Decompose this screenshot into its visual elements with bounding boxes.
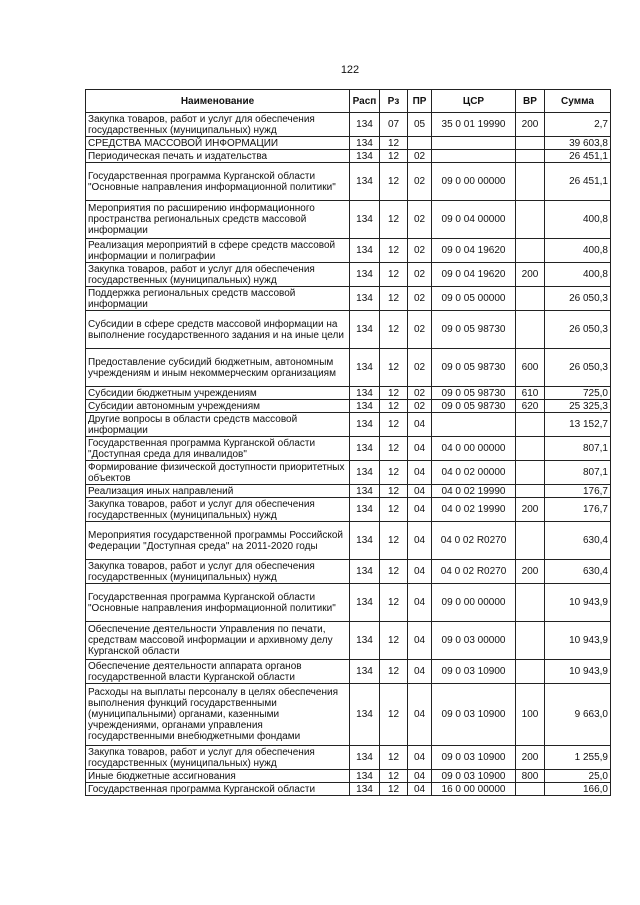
cell-sum: 630,4 xyxy=(545,522,611,560)
cell-rz: 12 xyxy=(380,263,408,287)
cell-name: Субсидии в сфере средств массовой информации на выполнение государственного задания и на иные цели xyxy=(86,311,350,349)
cell-csr: 09 0 05 98730 xyxy=(432,349,516,387)
cell-sum: 10 943,9 xyxy=(545,584,611,622)
cell-vr xyxy=(516,239,545,263)
cell-pr: 04 xyxy=(408,522,432,560)
cell-vr xyxy=(516,311,545,349)
cell-name: Субсидии бюджетным учреждениям xyxy=(86,387,350,400)
cell-sum: 9 663,0 xyxy=(545,684,611,746)
cell-pr: 02 xyxy=(408,311,432,349)
cell-name: Реализация иных направлений xyxy=(86,485,350,498)
cell-csr: 09 0 05 98730 xyxy=(432,311,516,349)
table-row xyxy=(86,684,611,746)
cell-rasp: 134 xyxy=(350,746,380,770)
cell-rz: 07 xyxy=(380,113,408,137)
cell-sum: 2,7 xyxy=(545,113,611,137)
cell-pr: 04 xyxy=(408,770,432,783)
cell-vr: 800 xyxy=(516,770,545,783)
table-row xyxy=(86,461,611,485)
cell-name: Иные бюджетные ассигнования xyxy=(86,770,350,783)
cell-rz: 12 xyxy=(380,485,408,498)
cell-pr: 04 xyxy=(408,560,432,584)
cell-name: Периодическая печать и издательства xyxy=(86,150,350,163)
header-sum: Сумма xyxy=(545,90,611,113)
cell-rasp: 134 xyxy=(350,522,380,560)
cell-name: Расходы на выплаты персоналу в целях обеспечения выполнения функций государственными (муниципальными) органами, казенными учреждениями, органами управления государственными внебюджетными фондами xyxy=(86,684,350,746)
cell-rz: 12 xyxy=(380,437,408,461)
cell-csr: 04 0 00 00000 xyxy=(432,437,516,461)
cell-vr xyxy=(516,584,545,622)
cell-name: Мероприятия государственной программы Российской Федерации "Доступная среда" на 2011-2020 годы xyxy=(86,522,350,560)
table-row xyxy=(86,113,611,137)
cell-rasp: 134 xyxy=(350,660,380,684)
table-row xyxy=(86,660,611,684)
table-row xyxy=(86,498,611,522)
cell-name: Мероприятия по расширению информационного пространства региональных средств массовой информации xyxy=(86,201,350,239)
cell-csr: 09 0 03 10900 xyxy=(432,770,516,783)
cell-rz: 12 xyxy=(380,239,408,263)
cell-vr: 100 xyxy=(516,684,545,746)
cell-vr xyxy=(516,137,545,150)
cell-name: СРЕДСТВА МАССОВОЙ ИНФОРМАЦИИ xyxy=(86,137,350,150)
cell-pr: 02 xyxy=(408,400,432,413)
cell-pr: 02 xyxy=(408,163,432,201)
cell-csr: 09 0 03 10900 xyxy=(432,660,516,684)
cell-rasp: 134 xyxy=(350,684,380,746)
cell-pr: 04 xyxy=(408,622,432,660)
cell-name: Государственная программа Курганской области "Основные направления информационной политики" xyxy=(86,163,350,201)
table-row xyxy=(86,770,611,783)
cell-rasp: 134 xyxy=(350,150,380,163)
cell-name: Государственная программа Курганской области "Доступная среда для инвалидов" xyxy=(86,437,350,461)
cell-rz: 12 xyxy=(380,584,408,622)
cell-pr: 04 xyxy=(408,461,432,485)
cell-csr: 09 0 04 00000 xyxy=(432,201,516,239)
cell-rasp: 134 xyxy=(350,413,380,437)
table-row xyxy=(86,584,611,622)
cell-pr: 04 xyxy=(408,498,432,522)
cell-pr: 02 xyxy=(408,150,432,163)
cell-csr: 16 0 00 00000 xyxy=(432,783,516,796)
table-row xyxy=(86,400,611,413)
table-row xyxy=(86,783,611,796)
cell-csr: 09 0 05 00000 xyxy=(432,287,516,311)
cell-sum: 26 050,3 xyxy=(545,287,611,311)
cell-rz: 12 xyxy=(380,660,408,684)
cell-rz: 12 xyxy=(380,622,408,660)
table-row xyxy=(86,287,611,311)
table-row xyxy=(86,163,611,201)
cell-rz: 12 xyxy=(380,400,408,413)
cell-pr: 04 xyxy=(408,437,432,461)
table-row xyxy=(86,413,611,437)
cell-csr: 09 0 04 19620 xyxy=(432,263,516,287)
cell-rz: 12 xyxy=(380,560,408,584)
cell-rz: 12 xyxy=(380,522,408,560)
cell-rz: 12 xyxy=(380,387,408,400)
cell-sum: 39 603,8 xyxy=(545,137,611,150)
cell-rasp: 134 xyxy=(350,498,380,522)
cell-vr: 620 xyxy=(516,400,545,413)
cell-rasp: 134 xyxy=(350,201,380,239)
cell-rz: 12 xyxy=(380,311,408,349)
table-body xyxy=(86,113,611,796)
cell-csr: 04 0 02 19990 xyxy=(432,485,516,498)
cell-name: Закупка товаров, работ и услуг для обеспечения государственных (муниципальных) нужд xyxy=(86,113,350,137)
cell-rz: 12 xyxy=(380,413,408,437)
cell-name: Поддержка региональных средств массовой информации xyxy=(86,287,350,311)
cell-sum: 26 451,1 xyxy=(545,163,611,201)
cell-name: Предоставление субсидий бюджетным, автономным учреждениям и иным некоммерческим организациям xyxy=(86,349,350,387)
cell-vr xyxy=(516,660,545,684)
cell-rz: 12 xyxy=(380,150,408,163)
header-csr: ЦСР xyxy=(432,90,516,113)
cell-pr: 04 xyxy=(408,485,432,498)
cell-csr: 09 0 00 00000 xyxy=(432,163,516,201)
cell-rz: 12 xyxy=(380,201,408,239)
cell-vr xyxy=(516,150,545,163)
cell-rasp: 134 xyxy=(350,263,380,287)
cell-vr xyxy=(516,783,545,796)
cell-pr: 02 xyxy=(408,349,432,387)
cell-sum: 400,8 xyxy=(545,263,611,287)
cell-name: Закупка товаров, работ и услуг для обеспечения государственных (муниципальных) нужд xyxy=(86,263,350,287)
table-row xyxy=(86,746,611,770)
table-row xyxy=(86,485,611,498)
cell-vr xyxy=(516,413,545,437)
cell-rasp: 134 xyxy=(350,311,380,349)
cell-csr: 04 0 02 00000 xyxy=(432,461,516,485)
cell-sum: 13 152,7 xyxy=(545,413,611,437)
header-rz: Рз xyxy=(380,90,408,113)
cell-rz: 12 xyxy=(380,287,408,311)
cell-vr xyxy=(516,287,545,311)
cell-rz: 12 xyxy=(380,349,408,387)
cell-name: Другие вопросы в области средств массовой информации xyxy=(86,413,350,437)
cell-csr: 04 0 02 19990 xyxy=(432,498,516,522)
cell-sum: 725,0 xyxy=(545,387,611,400)
cell-vr: 200 xyxy=(516,560,545,584)
table-row xyxy=(86,150,611,163)
cell-sum: 630,4 xyxy=(545,560,611,584)
cell-name: Обеспечение деятельности аппарата органов государственной власти Курганской области xyxy=(86,660,350,684)
cell-csr: 09 0 03 10900 xyxy=(432,746,516,770)
cell-vr: 600 xyxy=(516,349,545,387)
cell-sum: 25 325,3 xyxy=(545,400,611,413)
cell-rasp: 134 xyxy=(350,584,380,622)
table-row xyxy=(86,201,611,239)
cell-pr: 02 xyxy=(408,387,432,400)
cell-csr xyxy=(432,413,516,437)
cell-name: Реализация мероприятий в сфере средств массовой информации и полиграфии xyxy=(86,239,350,263)
cell-rasp: 134 xyxy=(350,560,380,584)
cell-sum: 400,8 xyxy=(545,239,611,263)
cell-pr: 05 xyxy=(408,113,432,137)
cell-pr: 02 xyxy=(408,201,432,239)
cell-vr xyxy=(516,201,545,239)
cell-rz: 12 xyxy=(380,746,408,770)
cell-vr xyxy=(516,163,545,201)
cell-pr: 02 xyxy=(408,263,432,287)
table-row xyxy=(86,239,611,263)
cell-sum: 807,1 xyxy=(545,437,611,461)
budget-table xyxy=(85,89,611,796)
cell-sum: 176,7 xyxy=(545,485,611,498)
cell-rz: 12 xyxy=(380,163,408,201)
cell-vr xyxy=(516,437,545,461)
cell-name: Закупка товаров, работ и услуг для обеспечения государственных (муниципальных) нужд xyxy=(86,746,350,770)
cell-name: Обеспечение деятельности Управления по печати, средствам массовой информации и архивному делу Курганской области xyxy=(86,622,350,660)
cell-rasp: 134 xyxy=(350,349,380,387)
table-row xyxy=(86,622,611,660)
table-row xyxy=(86,522,611,560)
cell-vr: 200 xyxy=(516,263,545,287)
cell-csr: 09 0 03 10900 xyxy=(432,684,516,746)
cell-rasp: 134 xyxy=(350,387,380,400)
cell-rz: 12 xyxy=(380,770,408,783)
cell-sum: 26 050,3 xyxy=(545,311,611,349)
cell-rz: 12 xyxy=(380,137,408,150)
cell-name: Государственная программа Курганской области xyxy=(86,783,350,796)
cell-csr: 09 0 05 98730 xyxy=(432,387,516,400)
cell-csr: 35 0 01 19990 xyxy=(432,113,516,137)
cell-csr: 04 0 02 R0270 xyxy=(432,560,516,584)
cell-rasp: 134 xyxy=(350,400,380,413)
cell-vr xyxy=(516,622,545,660)
table-row xyxy=(86,311,611,349)
cell-rz: 12 xyxy=(380,461,408,485)
cell-csr xyxy=(432,150,516,163)
cell-rasp: 134 xyxy=(350,461,380,485)
cell-rasp: 134 xyxy=(350,113,380,137)
cell-rasp: 134 xyxy=(350,770,380,783)
table-header-row xyxy=(86,90,611,113)
cell-pr: 04 xyxy=(408,746,432,770)
cell-vr xyxy=(516,461,545,485)
cell-rasp: 134 xyxy=(350,485,380,498)
cell-csr: 09 0 05 98730 xyxy=(432,400,516,413)
cell-sum: 1 255,9 xyxy=(545,746,611,770)
cell-csr: 09 0 00 00000 xyxy=(432,584,516,622)
header-rasp: Расп xyxy=(350,90,380,113)
cell-rasp: 134 xyxy=(350,137,380,150)
cell-csr: 09 0 04 19620 xyxy=(432,239,516,263)
cell-sum: 26 050,3 xyxy=(545,349,611,387)
cell-rz: 12 xyxy=(380,498,408,522)
cell-sum: 166,0 xyxy=(545,783,611,796)
cell-vr: 200 xyxy=(516,498,545,522)
header-vr: ВР xyxy=(516,90,545,113)
cell-pr xyxy=(408,137,432,150)
cell-rasp: 134 xyxy=(350,437,380,461)
cell-rasp: 134 xyxy=(350,287,380,311)
cell-vr xyxy=(516,485,545,498)
cell-pr: 04 xyxy=(408,684,432,746)
cell-sum: 25,0 xyxy=(545,770,611,783)
table-row xyxy=(86,437,611,461)
cell-vr: 200 xyxy=(516,113,545,137)
cell-sum: 400,8 xyxy=(545,201,611,239)
cell-pr: 04 xyxy=(408,783,432,796)
cell-rasp: 134 xyxy=(350,163,380,201)
page-number: 122 xyxy=(340,64,360,76)
table-row xyxy=(86,137,611,150)
cell-pr: 02 xyxy=(408,239,432,263)
cell-pr: 02 xyxy=(408,287,432,311)
cell-name: Закупка товаров, работ и услуг для обеспечения государственных (муниципальных) нужд xyxy=(86,560,350,584)
cell-sum: 10 943,9 xyxy=(545,622,611,660)
header-pr: ПР xyxy=(408,90,432,113)
cell-rasp: 134 xyxy=(350,783,380,796)
cell-sum: 807,1 xyxy=(545,461,611,485)
cell-sum: 26 451,1 xyxy=(545,150,611,163)
cell-name: Закупка товаров, работ и услуг для обеспечения государственных (муниципальных) нужд xyxy=(86,498,350,522)
cell-vr: 610 xyxy=(516,387,545,400)
cell-pr: 04 xyxy=(408,584,432,622)
table-row xyxy=(86,387,611,400)
cell-name: Субсидии автономным учреждениям xyxy=(86,400,350,413)
cell-sum: 10 943,9 xyxy=(545,660,611,684)
table-row xyxy=(86,263,611,287)
cell-csr: 09 0 03 00000 xyxy=(432,622,516,660)
cell-rz: 12 xyxy=(380,684,408,746)
table-row xyxy=(86,560,611,584)
cell-sum: 176,7 xyxy=(545,498,611,522)
cell-rasp: 134 xyxy=(350,622,380,660)
cell-csr xyxy=(432,137,516,150)
cell-vr: 200 xyxy=(516,746,545,770)
cell-name: Формирование физической доступности приоритетных объектов xyxy=(86,461,350,485)
cell-csr: 04 0 02 R0270 xyxy=(432,522,516,560)
cell-vr xyxy=(516,522,545,560)
cell-pr: 04 xyxy=(408,660,432,684)
cell-name: Государственная программа Курганской области "Основные направления информационной политики" xyxy=(86,584,350,622)
cell-rz: 12 xyxy=(380,783,408,796)
header-name: Наименование xyxy=(86,90,350,113)
cell-pr: 04 xyxy=(408,413,432,437)
table-row xyxy=(86,349,611,387)
cell-rasp: 134 xyxy=(350,239,380,263)
